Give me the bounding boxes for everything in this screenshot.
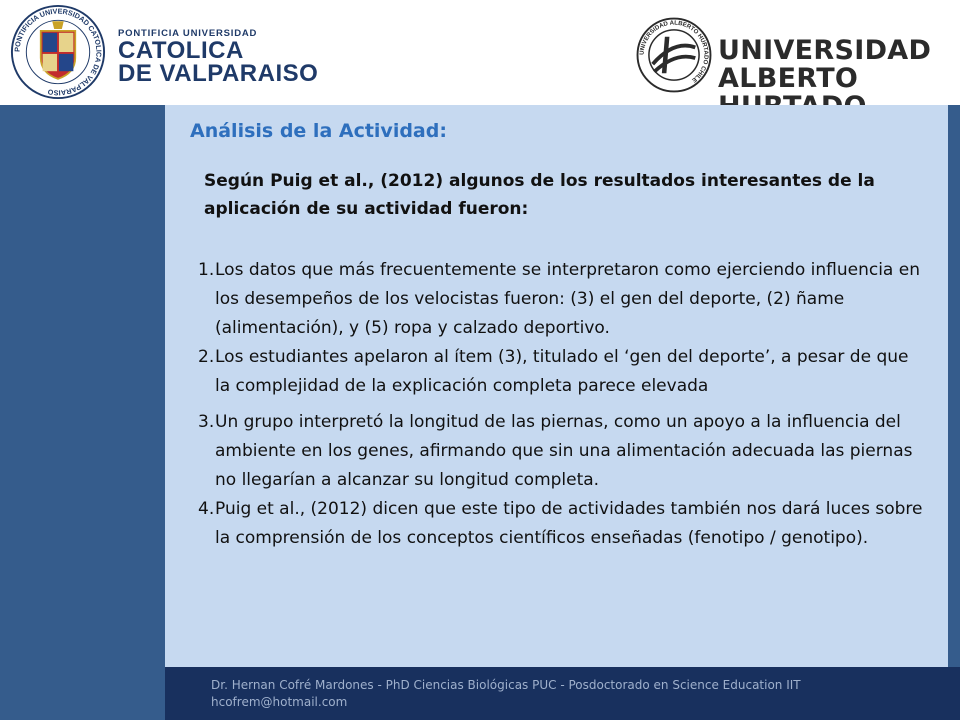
list-item <box>198 408 923 495</box>
uah-line1: UNIVERSIDAD <box>718 35 932 66</box>
uah-line2: ALBERTO <box>718 63 859 94</box>
uah-seal-text: UNIVERSIDAD ALBERTO HURTADO CHILE <box>638 19 710 84</box>
list-item-number: 2. <box>198 347 215 367</box>
list-item-text: Los estudiantes apelaron al ítem (3), titulado el ‘gen del deporte’, a pesar de que la complejidad de la explicación completa parece elevada <box>215 347 909 396</box>
list-item-text: Los datos que más frecuentemente se interpretaron como ejerciendo influencia en los desempeños de los velocistas fueron: (3) el gen del deporte, (2) ñame (alimentación), y (5) ropa y calzado deportivo. <box>215 260 920 338</box>
pucv-crest-logo <box>10 4 106 100</box>
header <box>0 0 960 105</box>
list-item <box>198 343 923 401</box>
slide-title: Análisis de la Actividad: <box>190 120 447 142</box>
footer <box>165 667 960 720</box>
pucv-seal-text: PONTIFICIA UNIVERSIDAD CATOLICA DE VALPARAISO <box>12 6 104 98</box>
list-item-text: Un grupo interpretó la longitud de las piernas, como un apoyo a la influencia del ambiente en los genes, afirmando que sin una alimentación adecuada las piernas no llegarían a alcanzar su longitud completa. <box>215 412 913 490</box>
list-item-number: 1. <box>198 260 215 280</box>
list-item-number: 4. <box>198 499 215 519</box>
right-edge-band <box>948 105 960 667</box>
results-list <box>198 256 923 553</box>
pucv-line1: PONTIFICIA UNIVERSIDAD <box>118 28 258 39</box>
footer-email: hcofrem@hotmail.com <box>211 695 348 709</box>
left-sidebar-band <box>0 105 165 720</box>
pucv-line3: DE VALPARAISO <box>118 60 319 87</box>
slide-intro: Según Puig et al., (2012) algunos de los resultados interesantes de la aplicación de su actividad fueron: <box>204 171 875 219</box>
uah-seal-logo <box>636 17 712 93</box>
list-item-text: Puig et al., (2012) dicen que este tipo de actividades también nos dará luces sobre la comprensión de los conceptos científicos enseñadas (fenotipo / genotipo). <box>215 499 923 548</box>
list-item-number: 3. <box>198 412 215 432</box>
pucv-line2: CATOLICA <box>118 37 244 64</box>
list-item <box>198 256 923 343</box>
pucv-wordmark <box>118 28 318 85</box>
footer-credits <box>211 677 801 711</box>
footer-author-line: Dr. Hernan Cofré Mardones - PhD Ciencias Biológicas PUC - Posdoctorado en Science Education IIT <box>211 678 801 692</box>
list-item <box>198 495 923 553</box>
